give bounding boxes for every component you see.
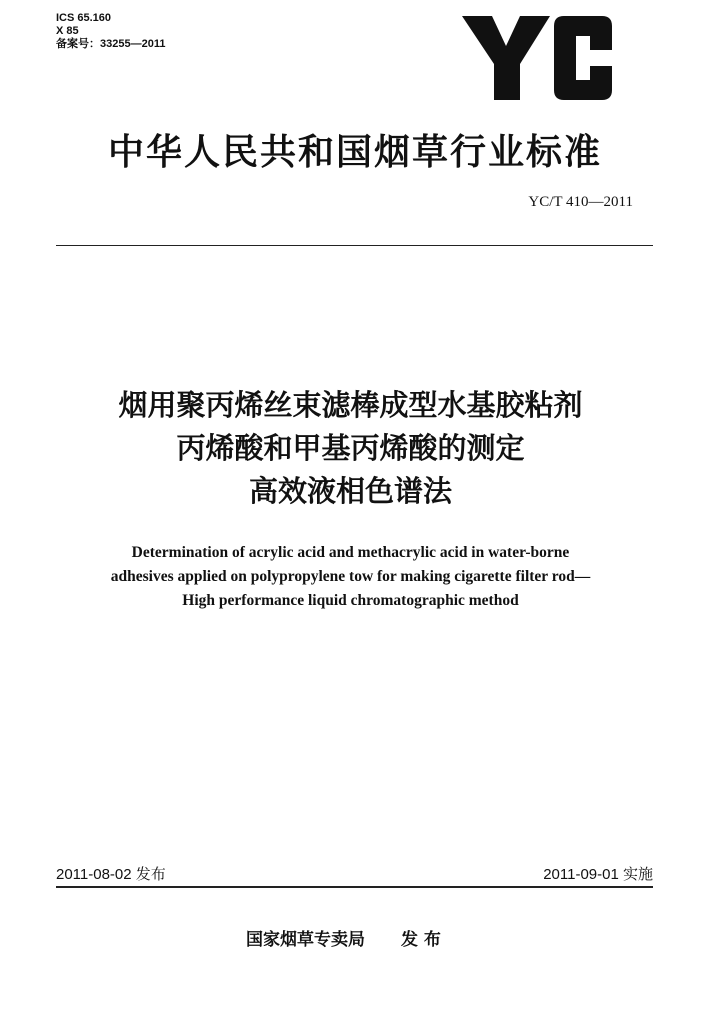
standard-number: YC/T 410—2011 (528, 194, 633, 210)
issuer-action: 发 布 (401, 930, 441, 950)
ccs-code: X 85 (56, 25, 79, 37)
english-title-line-3: High performance liquid chromatographic method (182, 592, 519, 609)
issue-date: 2011-08-02 发布 (56, 866, 166, 883)
header-divider (56, 245, 653, 246)
ics-code: ICS 65.160 (56, 12, 112, 24)
english-title-line-1: Determination of acrylic acid and methacrylic acid in water-borne (131, 544, 570, 561)
chinese-title-line-1: 烟用聚丙烯丝束滤棒成型水基胶粘剂 (118, 388, 583, 422)
chinese-title-line-2: 丙烯酸和甲基丙烯酸的测定 (176, 431, 525, 465)
chinese-title-line-3: 高效液相色谱法 (248, 474, 452, 508)
yc-logo (462, 16, 612, 100)
issuer-line (246, 925, 441, 950)
chinese-title (40, 384, 661, 513)
classification-block (56, 12, 165, 51)
english-title-line-2: adhesives applied on polypropylene tow for making cigarette filter rod— (110, 568, 591, 585)
footer-divider (56, 886, 653, 888)
english-title (40, 541, 661, 613)
implementation-date: 2011-09-01 实施 (543, 866, 653, 883)
filing-number: 备案号：33255—2011 (56, 38, 166, 50)
org-title: 中华人民共和国烟草行业标准 (107, 132, 602, 173)
issuer-name: 国家烟草专卖局 (246, 930, 365, 950)
